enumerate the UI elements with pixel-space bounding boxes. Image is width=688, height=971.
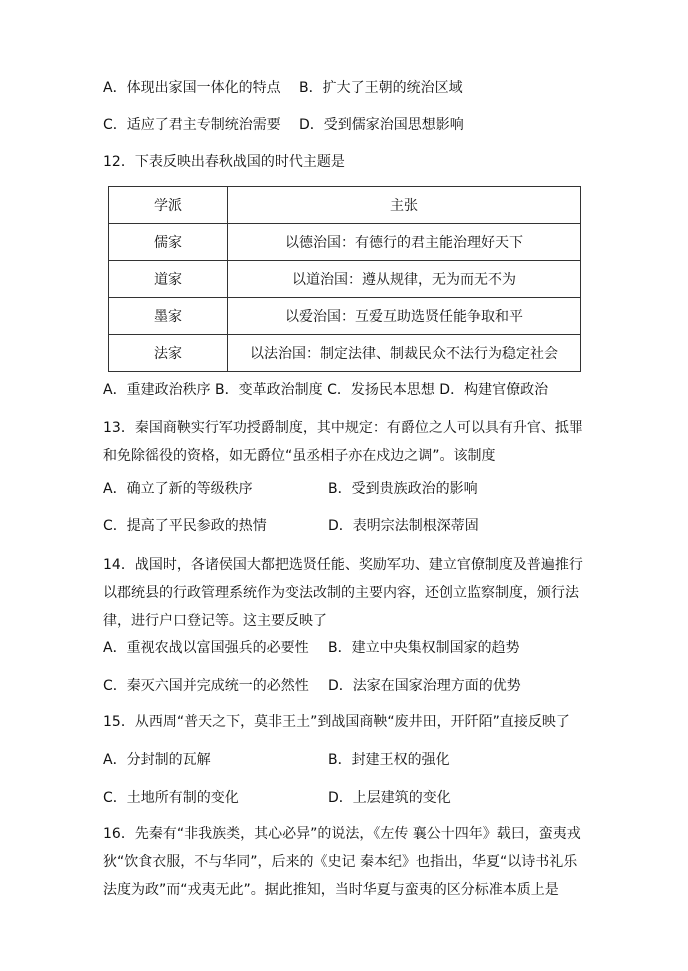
q14-option-a: A．重视农战以富国强兵的必要性 xyxy=(103,640,309,656)
table-cell-claim: 以法治国：制定法律、制裁民众不法行为稳定社会 xyxy=(228,335,581,372)
q14-option-b: B．建立中央集权制国家的趋势 xyxy=(328,640,520,656)
q13-option-c: C．提高了平民参政的热情 xyxy=(103,518,267,534)
q16-stem: 16．先秦有“非我族类，其心必异”的说法，《左传 襄公十四年》载曰，蛮夷戎狄“饮食衣服，不与华同”，后来的《史记 秦本纪》也指出，华夏“以诗书礼乐法度为政”而“戎夷无此”。据此推知，当时华夏与蛮夷的区分标准本质上是 xyxy=(103,826,581,898)
q15-option-c: C．土地所有制的变化 xyxy=(103,790,239,806)
table-header-school: 学派 xyxy=(109,187,228,224)
table-row xyxy=(109,261,581,298)
table-cell-claim: 以爱治国：互爱互助选贤任能争取和平 xyxy=(228,298,581,335)
q15-option-d: D．上层建筑的变化 xyxy=(328,790,451,806)
q14-option-c: C．秦灭六国并完成统一的必然性 xyxy=(103,678,309,694)
q13-option-d: D．表明宗法制根深蒂固 xyxy=(328,518,479,534)
table-row xyxy=(109,224,581,261)
table-cell-claim: 以德治国：有德行的君主能治理好天下 xyxy=(228,224,581,261)
q12-stem: 12．下表反映出春秋战国的时代主题是 xyxy=(103,154,345,170)
table-cell-school: 道家 xyxy=(109,261,228,298)
table-cell-school: 墨家 xyxy=(109,298,228,335)
q11-option-b: B．扩大了王朝的统治区域 xyxy=(299,80,463,96)
table-header-claim: 主张 xyxy=(228,187,581,224)
q11-option-a: A．体现出家国一体化的特点 xyxy=(103,80,281,96)
table-cell-claim: 以道治国：遵从规律，无为而无不为 xyxy=(228,261,581,298)
q15-stem: 15．从西周“普天之下，莫非王土”到战国商鞅“废井田，开阡陌”直接反映了 xyxy=(103,714,570,730)
q13-stem: 13．秦国商鞅实行军功授爵制度，其中规定：有爵位之人可以具有升官、抵罪和免除徭役的资格，如无爵位“虽丞相子亦在戍边之调”。该制度 xyxy=(103,420,583,464)
q13-option-b: B．受到贵族政治的影响 xyxy=(328,481,478,497)
q14-option-d: D．法家在国家治理方面的优势 xyxy=(328,678,521,694)
q11-option-d: D．受到儒家治国思想影响 xyxy=(299,117,464,133)
q15-option-a: A．分封制的瓦解 xyxy=(103,752,211,768)
table-header-row xyxy=(109,187,581,224)
q12-options: A．重建政治秩序 B．变革政治制度 C．发扬民本思想 D．构建官僚政治 xyxy=(103,382,549,398)
table-cell-school: 法家 xyxy=(109,335,228,372)
q12-table xyxy=(108,186,581,372)
q13-option-a: A．确立了新的等级秩序 xyxy=(103,481,253,497)
q14-stem: 14．战国时，各诸侯国大都把选贤任能、奖励军功、建立官僚制度及普遍推行以郡统县的行政管理系统作为变法改制的主要内容，还创立监察制度，颁行法律，进行户口登记等。这主要反映了 xyxy=(103,557,583,629)
q15-option-b: B．封建王权的强化 xyxy=(328,752,450,768)
table-row xyxy=(109,335,581,372)
q11-option-c: C．适应了君主专制统治需要 xyxy=(103,117,281,133)
table-cell-school: 儒家 xyxy=(109,224,228,261)
table-row xyxy=(109,298,581,335)
